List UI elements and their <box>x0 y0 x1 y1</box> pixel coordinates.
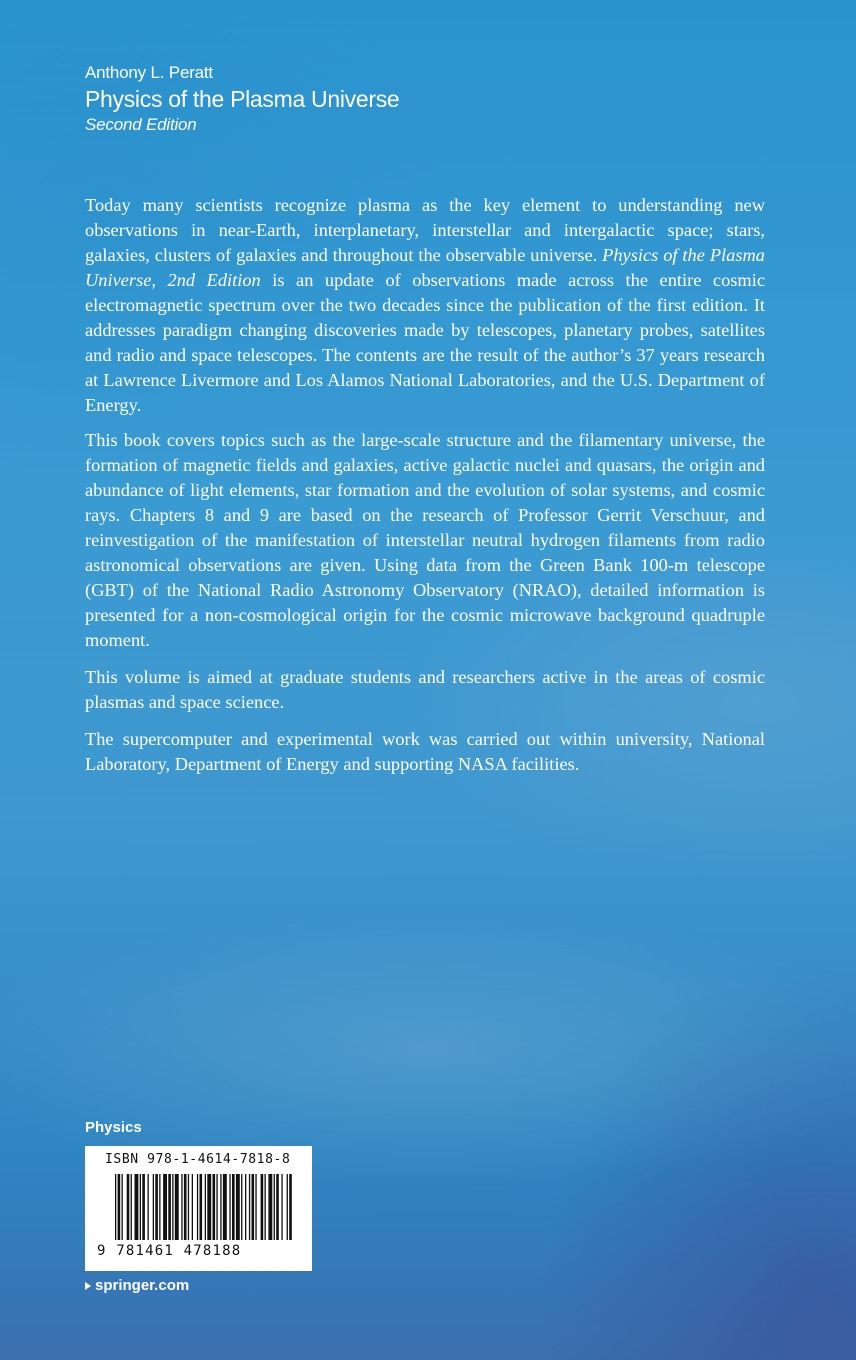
barcode-bar <box>241 1174 242 1240</box>
barcode-bar <box>197 1174 198 1240</box>
barcode-bar <box>131 1174 132 1240</box>
website-link-text: springer.com <box>95 1277 190 1294</box>
arrow-right-icon <box>85 1282 91 1290</box>
barcode-bar <box>261 1174 264 1240</box>
barcode-bar <box>135 1174 139 1240</box>
barcode-bar <box>142 1174 145 1240</box>
barcode-bar <box>232 1174 235 1240</box>
barcode-bar <box>181 1174 182 1240</box>
barcode-bar <box>289 1174 292 1240</box>
barcode-bar <box>205 1174 206 1240</box>
barcode-bar <box>192 1174 193 1240</box>
barcode-bar <box>252 1174 255 1240</box>
barcode-bar <box>188 1174 189 1240</box>
barcode-bar <box>265 1174 266 1240</box>
back-cover-blurb <box>85 193 765 789</box>
blurb-paragraph-3: This volume is aimed at graduate students and researchers active in the areas of cosmic plasmas and space science. <box>85 667 765 712</box>
barcode-bar <box>127 1174 130 1240</box>
edition-label: Second Edition <box>85 115 197 134</box>
barcode-bar <box>255 1174 256 1240</box>
barcode-bar <box>220 1174 221 1240</box>
barcode-bar <box>274 1174 275 1240</box>
barcode-bar <box>168 1174 171 1240</box>
barcode-bar <box>155 1174 158 1240</box>
subject-category: Physics <box>85 1119 142 1136</box>
barcode-digits: 9 781461 478188 <box>97 1243 242 1259</box>
book-title: Physics of the Plasma Universe <box>85 86 400 112</box>
barcode-bar <box>216 1174 217 1240</box>
barcode-bar <box>236 1174 240 1240</box>
blurb-paragraph-2: This book covers topics such as the large-scale structure and the filamentary universe, the formation of magnetic fields and galaxies, active galactic nuclei and quasars, the origin and abundance of light elements, star formation and the evolution of solar systems, and cosmic rays. Chapters 8 and 9 are based on the research of Professor Gerrit Verschuur, and reinvestigation of the manifestation of interstellar neutral hydrogen filaments from radio astronomical observations are given. Using data from the Green Bank 100-m telescope (GBT) of the National Radio Astronomy Observatory (NRAO), detailed information is presented for a non-cosmological origin for the cosmic microwave background quadruple moment. <box>85 430 765 650</box>
barcode-bar <box>229 1174 230 1240</box>
barcode-bar <box>163 1174 167 1240</box>
barcode-bar <box>287 1174 288 1240</box>
barcode-bar <box>245 1174 246 1240</box>
barcode-bar <box>175 1174 179 1240</box>
barcode-bar <box>207 1174 211 1240</box>
barcode-bar <box>268 1174 272 1240</box>
isbn-barcode <box>85 1146 312 1271</box>
blurb-p1-intro: Today many scientists recognize plasma as the key element to understanding new observations in near-Earth, interplanetary, interstellar and intergalactic space; stars, galaxies, clusters of galaxies and throughout the observable universe. <box>85 195 765 265</box>
barcode-bar <box>153 1174 154 1240</box>
barcode-bar <box>148 1174 149 1240</box>
barcode-bar <box>184 1174 187 1240</box>
barcode-bar <box>122 1174 123 1240</box>
barcode-bar <box>276 1174 279 1240</box>
isbn-label: ISBN 978-1-4614-7818-8 <box>105 1152 291 1167</box>
barcode-bar <box>200 1174 203 1240</box>
blurb-p1-book-reference: Physics of the Plasma Universe, 2nd Edition <box>85 245 765 290</box>
barcode-bar <box>115 1174 116 1240</box>
blurb-p1-rest: is an update of observations made across the entire cosmic electromagnetic spectrum over the two decades since the publication of the first edition. It addresses paradigm changing discoveries made by telescopes, planetary probes, satellites and radio and space telescopes. The contents are the result of the author’s 37 years research at Lawrence Livermore and Los Alamos National Laboratories, and the U.S. Department of Energy. <box>85 270 765 415</box>
barcode-bar <box>281 1174 282 1240</box>
author-name: Anthony L. Peratt <box>85 63 213 82</box>
barcode-bar <box>140 1174 141 1240</box>
blurb-paragraph-1 <box>85 193 765 418</box>
barcode-bar <box>118 1174 121 1240</box>
publisher-website[interactable] <box>85 1277 189 1294</box>
barcode-bar <box>172 1174 173 1240</box>
barcode-bar <box>213 1174 216 1240</box>
barcode-bar <box>159 1174 160 1240</box>
blurb-paragraph-4: The supercomputer and experimental work was carried out within university, National Laboratory, Department of Energy and supporting NASA facilities. <box>85 729 765 774</box>
barcode-bar <box>223 1174 227 1240</box>
cover-header <box>85 62 399 136</box>
barcode-bar <box>249 1174 250 1240</box>
